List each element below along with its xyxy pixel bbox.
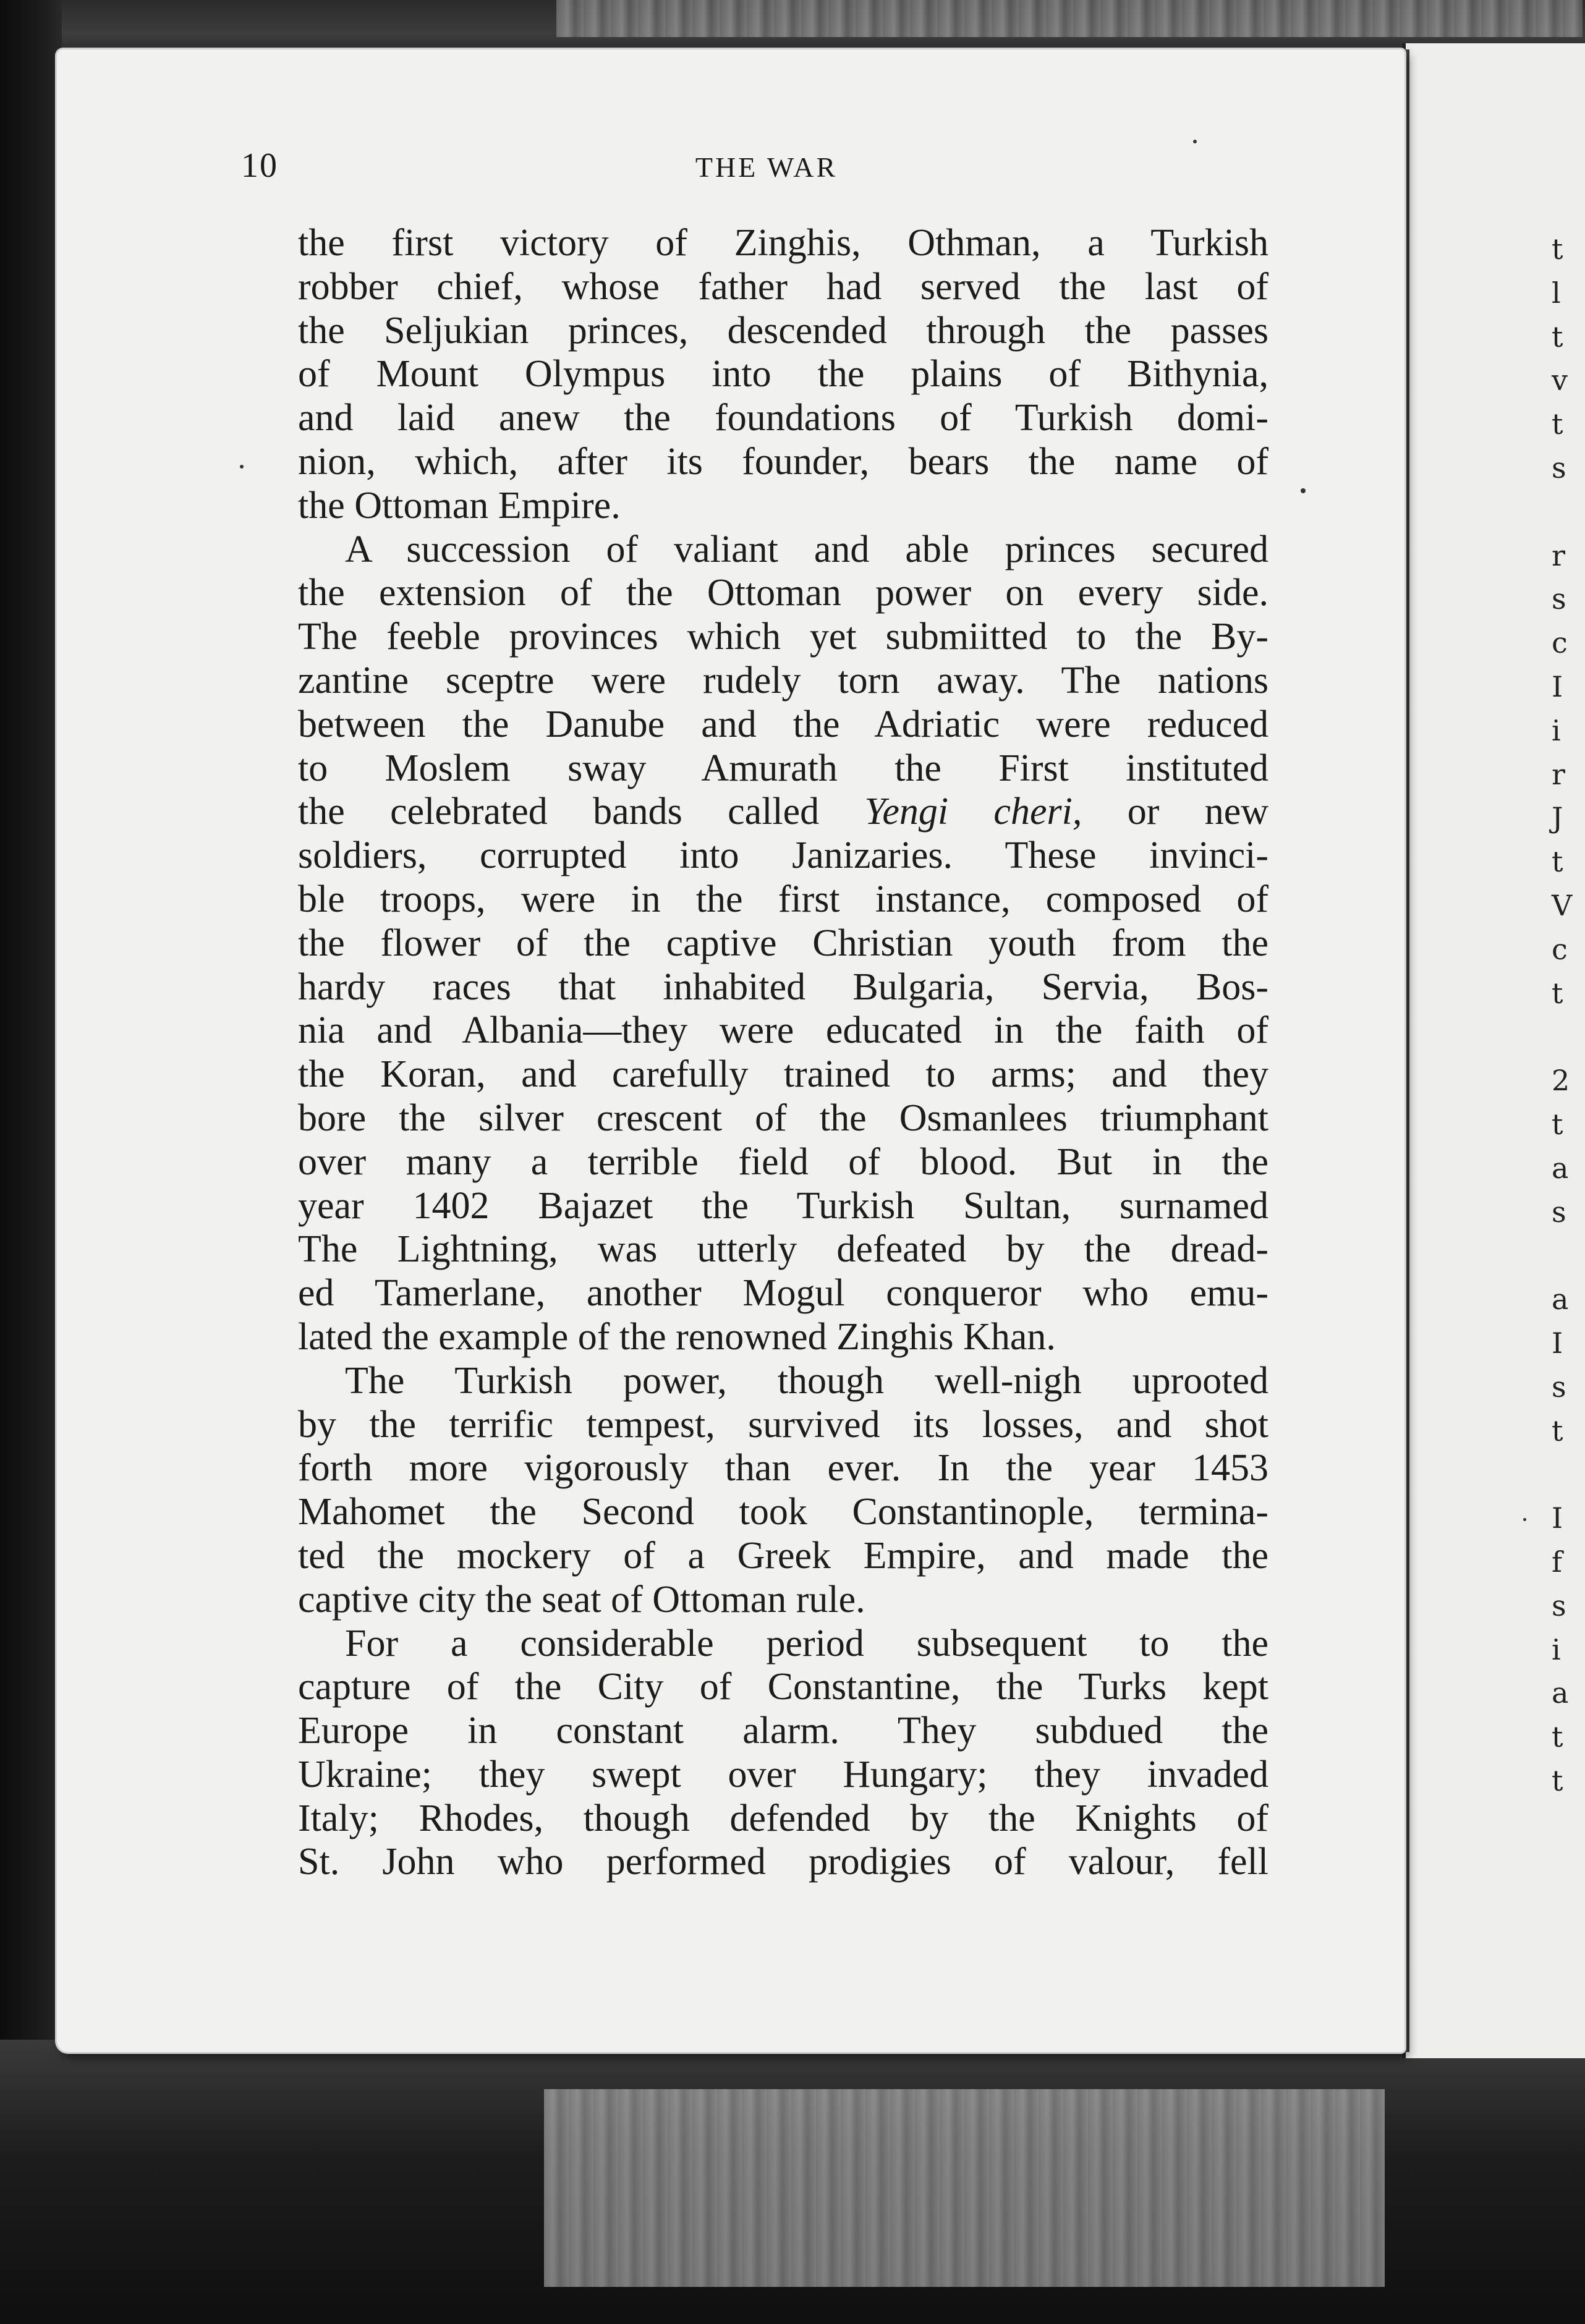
text-line-content: nion, which, after its founder, bears the name of xyxy=(298,440,1268,483)
text-line-content: between the Danube and the Adriatic were reduced xyxy=(298,703,1268,745)
text-line-content: Italy; Rhodes, though defended by the Knights of xyxy=(298,1797,1268,1839)
text-line-content: The Turkish power, though well-nigh uprooted xyxy=(345,1359,1268,1402)
facing-page-letter: I xyxy=(1552,670,1563,703)
facing-page-letter: c xyxy=(1552,626,1568,660)
facing-page-letter: s xyxy=(1552,1195,1566,1229)
text-line-content: robber chief, whose father had served the last of xyxy=(298,265,1268,308)
scan-speck xyxy=(1523,1518,1526,1521)
text-line-content: hardy races that inhabited Bulgaria, Servia, Bos- xyxy=(298,965,1268,1008)
facing-page-letter: I xyxy=(1552,1501,1563,1535)
facing-page-letter: i xyxy=(1552,713,1561,747)
text-line-content: For a considerable period subsequent to the xyxy=(345,1622,1268,1665)
text-line xyxy=(298,1053,1268,1096)
text-line-content: the celebrated bands called xyxy=(298,791,820,833)
text-line xyxy=(298,965,1268,1009)
facing-page-letter: t xyxy=(1552,1764,1563,1797)
facing-page-letter: r xyxy=(1552,757,1565,791)
text-line xyxy=(298,528,1268,572)
text-line-content: forth more vigorously than ever. In the year 1453 xyxy=(298,1447,1268,1490)
text-line-content: the Koran, and carefully trained to arms; and they xyxy=(298,1053,1268,1096)
text-line-content: Europe in constant alarm. They subdued the xyxy=(298,1710,1268,1752)
text-line-content: St. John who performed prodigies of valour, fell xyxy=(298,1841,1268,1883)
facing-page-letter: a xyxy=(1552,1283,1569,1317)
text-line-content: by the terrific tempest, survived its losses, and shot xyxy=(298,1403,1268,1446)
text-line xyxy=(298,1315,1268,1359)
facing-page-letter: V xyxy=(1552,889,1573,922)
italic-term: Yengi cheri, xyxy=(864,791,1082,833)
text-line-content: to Moslem sway Amurath the First instituted xyxy=(298,747,1268,789)
text-line xyxy=(298,834,1268,878)
facing-page-letter: s xyxy=(1552,451,1566,485)
facing-page-letter: r xyxy=(1552,538,1565,572)
text-line xyxy=(298,1665,1268,1709)
text-line xyxy=(298,1140,1268,1184)
text-line xyxy=(298,221,1268,265)
facing-page-letter: t xyxy=(1552,407,1563,441)
page-edges-top xyxy=(556,0,1583,37)
text-line-content: the first victory of Zinghis, Othman, a Turkish xyxy=(298,222,1268,264)
text-line-content: and laid anew the foundations of Turkish domi- xyxy=(298,397,1268,439)
text-line-content: Mahomet the Second took Constantinople, termina- xyxy=(298,1491,1268,1533)
text-line-content: lated the example of the renowned Zinghis Khan. xyxy=(298,1315,1056,1358)
text-line-content: over many a terrible field of blood. But in the xyxy=(298,1140,1268,1183)
facing-page-letter: 2 xyxy=(1552,1064,1570,1098)
facing-page-letter: l xyxy=(1552,276,1561,310)
text-line xyxy=(298,1009,1268,1053)
text-line-content: soldiers, corrupted into Janizaries. These invinci- xyxy=(298,834,1268,877)
text-line xyxy=(298,659,1268,703)
text-line xyxy=(298,1228,1268,1271)
text-line xyxy=(298,1622,1268,1666)
facing-page-letter: f xyxy=(1552,1545,1563,1579)
facing-page-letter: s xyxy=(1552,582,1566,616)
text-line-content: the Seljukian princes, descended through the passes xyxy=(298,309,1268,352)
scan-speck xyxy=(240,465,244,469)
text-line xyxy=(298,1753,1268,1797)
text-line xyxy=(298,309,1268,353)
text-line xyxy=(298,1446,1268,1490)
text-line-content: Ukraine; they swept over Hungary; they invaded xyxy=(298,1753,1268,1796)
facing-page-letter: i xyxy=(1552,1632,1561,1666)
text-line xyxy=(298,265,1268,309)
facing-page-letter: v xyxy=(1552,363,1568,397)
facing-page-letter: t xyxy=(1552,232,1563,266)
facing-page-letter: s xyxy=(1552,1370,1566,1404)
text-line-content: ble troops, were in the first instance, composed of xyxy=(298,878,1268,920)
text-line xyxy=(298,1840,1268,1884)
facing-page-letter: J xyxy=(1552,801,1563,835)
text-line-content: of Mount Olympus into the plains of Bithynia, xyxy=(298,353,1268,396)
text-line xyxy=(298,878,1268,922)
text-line xyxy=(298,352,1268,396)
scan-speck xyxy=(1301,488,1306,493)
text-line-content: ed Tamerlane, another Mogul conqueror who emu- xyxy=(298,1272,1268,1315)
facing-page-letter: a xyxy=(1552,1676,1569,1710)
text-line xyxy=(298,484,1268,528)
text-line-content: the flower of the captive Christian youth from the xyxy=(298,922,1268,964)
text-line-content: the Ottoman Empire. xyxy=(298,484,621,527)
facing-page-letter: t xyxy=(1552,845,1563,879)
text-line xyxy=(298,1534,1268,1578)
text-line-content: year 1402 Bajazet the Turkish Sultan, surnamed xyxy=(298,1184,1268,1227)
text-line xyxy=(298,922,1268,965)
text-line xyxy=(298,1578,1268,1622)
text-line xyxy=(298,790,1268,834)
text-line xyxy=(298,1271,1268,1315)
text-line xyxy=(298,1490,1268,1534)
page-edges-bottom xyxy=(544,2089,1385,2287)
text-line xyxy=(298,1709,1268,1753)
page-number: 10 xyxy=(241,146,278,185)
facing-page-letter: t xyxy=(1552,976,1563,1010)
text-line-content: bore the silver crescent of the Osmanlees triumphant xyxy=(298,1096,1268,1139)
facing-page-letter: t xyxy=(1552,320,1563,354)
text-line xyxy=(298,615,1268,659)
facing-page-letter: I xyxy=(1552,1326,1563,1360)
text-line xyxy=(298,747,1268,791)
running-head xyxy=(241,146,1292,189)
text-line xyxy=(298,396,1268,440)
facing-page-letter: s xyxy=(1552,1588,1566,1622)
text-line-content: capture of the City of Constantine, the Turks kept xyxy=(298,1666,1268,1708)
text-line-content: The Lightning, was utterly defeated by the dread- xyxy=(298,1228,1268,1271)
text-line xyxy=(298,1359,1268,1403)
text-line xyxy=(298,1797,1268,1841)
text-line-content: the extension of the Ottoman power on every side. xyxy=(298,572,1268,614)
text-line-content: A succession of valiant and able princes secured xyxy=(345,528,1268,570)
facing-page-letter: t xyxy=(1552,1108,1563,1141)
facing-page-letter: c xyxy=(1552,932,1568,966)
scan-speck xyxy=(1193,140,1197,143)
text-line xyxy=(298,1096,1268,1140)
text-line-tail: or new xyxy=(1127,791,1268,833)
scan-background-left xyxy=(0,0,62,2324)
running-title: THE WAR xyxy=(695,151,838,183)
text-line xyxy=(298,440,1268,484)
text-line xyxy=(298,703,1268,747)
text-line-content: nia and Albania—they were educated in the faith of xyxy=(298,1009,1268,1052)
text-line-content: ted the mockery of a Greek Empire, and made the xyxy=(298,1534,1268,1577)
facing-page-letter: t xyxy=(1552,1414,1563,1448)
text-line xyxy=(298,571,1268,615)
facing-page-letter: t xyxy=(1552,1720,1563,1754)
text-line-content: The feeble provinces which yet submiitted to the By- xyxy=(298,616,1268,658)
text-line xyxy=(298,1403,1268,1447)
text-line-content: zantine sceptre were rudely torn away. The nations xyxy=(298,659,1268,702)
text-line xyxy=(298,1184,1268,1228)
body-text xyxy=(298,221,1268,1884)
text-line-content: captive city the seat of Ottoman rule. xyxy=(298,1578,865,1621)
facing-page-letter: a xyxy=(1552,1151,1569,1185)
